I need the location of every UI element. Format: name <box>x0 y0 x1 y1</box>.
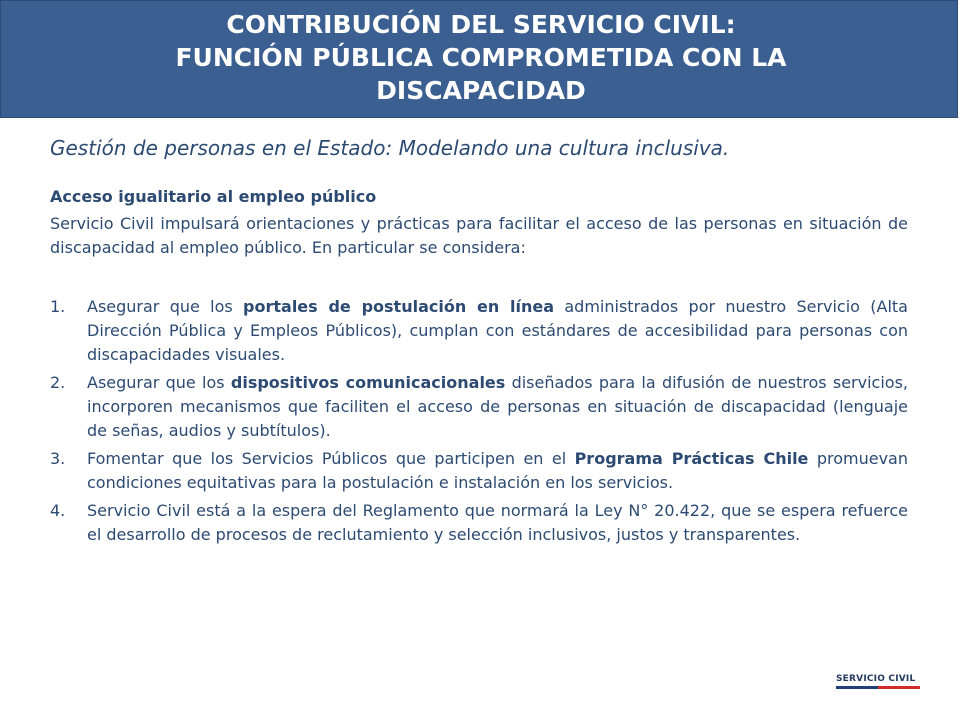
list-item-4 <box>50 499 908 547</box>
logo-flag-bar <box>836 686 920 689</box>
servicio-civil-logo <box>836 674 920 689</box>
item-highlight: dispositivos comunicacionales <box>230 373 506 392</box>
list-item-3 <box>50 447 908 495</box>
title-banner <box>0 0 958 118</box>
title-line-1: CONTRIBUCIÓN DEL SERVICIO CIVIL: <box>226 10 736 39</box>
item-number: 2. <box>50 373 66 392</box>
list-item-1 <box>50 295 908 367</box>
intro-paragraph: Servicio Civil impulsará orientaciones y prácticas para facilitar el acceso de las personas en situación de discapacidad al empleo público. En particular se considera: <box>50 214 908 257</box>
page-title <box>41 8 921 107</box>
title-line-3: DISCAPACIDAD <box>376 76 586 105</box>
item-text-after: administrados por nuestro Servicio (Alta Dirección Pública y Empleos Públicos), cumplan con estándares de accesibilidad para personas con discapacidades visuales. <box>87 297 908 364</box>
section-heading: Acceso igualitario al empleo público <box>50 187 377 206</box>
item-text-before: Servicio Civil está a la espera del Reglamento que normará la Ley N° 20.422, que se espera refuerce el desarrollo de procesos de reclutamiento y selección inclusivos, justos y transparentes. <box>87 501 908 544</box>
item-highlight: portales de postulación en línea <box>243 297 555 316</box>
item-text-after: diseñados para la difusión de nuestros servicios, incorporen mecanismos que faciliten el acceso de personas en situación de discapacidad (lenguaje de señas, audios y subtítulos). <box>87 373 909 440</box>
item-number: 1. <box>50 297 66 316</box>
title-line-2: FUNCIÓN PÚBLICA COMPROMETIDA CON LA <box>175 43 787 72</box>
list-item-2 <box>50 371 908 443</box>
numbered-list <box>50 295 908 551</box>
item-text-before: Asegurar que los <box>87 297 244 316</box>
subtitle: Gestión de personas en el Estado: Modelando una cultura inclusiva. <box>50 136 730 160</box>
item-text-before: Asegurar que los <box>87 373 231 392</box>
item-number: 4. <box>50 501 66 520</box>
logo-bar-red <box>878 686 920 689</box>
item-number: 3. <box>50 449 66 468</box>
logo-bar-blue <box>836 686 878 689</box>
item-text-after: promuevan condiciones equitativas para la postulación e instalación en los servicios. <box>87 449 908 492</box>
item-highlight: Programa Prácticas Chile <box>574 449 809 468</box>
item-text-before: Fomentar que los Servicios Públicos que participen en el <box>87 449 575 468</box>
logo-text: SERVICIO CIVIL <box>836 674 916 684</box>
